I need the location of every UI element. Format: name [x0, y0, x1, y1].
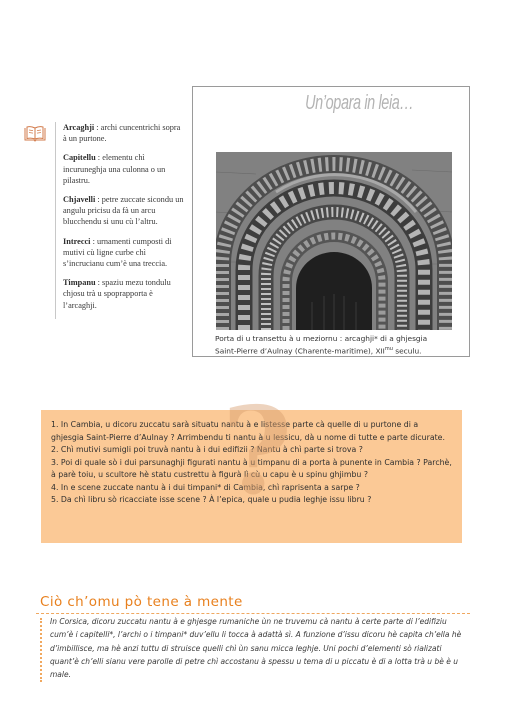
glossary-entry-chjavelli — [63, 194, 185, 228]
artwork-title: Un’opara in leia… — [304, 92, 413, 114]
glossary-entry-capitellu — [63, 152, 185, 186]
glossary-term: Capitellu — [63, 153, 96, 163]
glossary-definition: : elementu chì incuruneghja una culonna o un pilastru. — [63, 153, 166, 185]
glossary-sidebar — [55, 122, 185, 319]
caption-line-2-end: seculu. — [392, 346, 422, 356]
book-icon — [24, 126, 46, 142]
caption-line-2: Saint-Pierre d’Aulnay (Charente-maritime), XII — [215, 346, 385, 356]
photo-caption — [215, 333, 465, 356]
church-portal-photo — [216, 152, 452, 330]
glossary-entry-intrecci — [63, 236, 185, 270]
glossary-term: Chjavelli — [63, 195, 96, 205]
caption-line-1: Porta di u transettu à u meziornu : arcaghji* di a ghjesgia — [215, 334, 428, 343]
glossary-term: Intrecci — [63, 236, 91, 246]
question-1: 1. In Cambia, u dicoru zuccatu sarà situatu nantu à e listesse parte cà quelle di u purtone di a ghjesgia Saint-Pierre d’Aulnay ? Arrimbendu ti nantu à u lessicu, dà u nome di tutte e parte dicurate. — [51, 420, 445, 442]
caption-superscript: mu — [384, 346, 393, 352]
question-mark-icon: ? — [222, 381, 293, 522]
question-4: 4. In e scene zuccate nantu à i dui timpani* di Cambia, chì raprisenta a sarpe ? — [51, 482, 360, 492]
question-5: 5. Da chì libru sò ricacciate isse scene ? À l’epica, quale u pudia leghje issu libru ? — [51, 495, 372, 504]
remember-text: In Corsica, dicoru zuccatu nantu à e ghjesge rumaniche ùn ne truvemu cà nantu à certe parte di l’edifiziu cum’è i capitelli*, l’archi o i timpani* duv’ellu li tocca à adattà sì. A funzione d’issu dicoru hè capita ch’ella hè d’imbillisce, ma hè anzi tuttu di struisce quelli chì ùn sanu micca leghje. Uni pochi d’elementi sò rializati quant’è ch’elli sianu vere parolle di petre chì accostanu à spessu u tema di u piccatu è di a lotta trà u bè è u male. — [50, 617, 462, 680]
glossary-definition: : petre zuccate sicondu un angulu pricisu da fà un arcu blucchendu si unu cù l’altru. — [63, 195, 184, 227]
glossary-term: Timpanu — [63, 278, 96, 288]
glossary-definition: : spaziu mezu tondulu chjosu trà u spoprapporta è l’arcaghji. — [63, 278, 171, 310]
question-2: 2. Chì mutivi sumigli poi truvà nantu à i dui edifizii ? Nantu à chì parte si trova ? — [51, 445, 363, 454]
glossary-definition: : urnamenti cumposti di mutivi cù ligne curbe chì s’incrucianu cum’è una treccia. — [63, 236, 172, 269]
remember-dotted-margin — [40, 618, 42, 682]
remember-heading: Ciò ch’omu pò tene à mente — [40, 594, 243, 610]
glossary-entry-arcaghji — [63, 122, 185, 144]
glossary-term: Arcaghji — [63, 123, 95, 132]
question-3: 3. Poi di quale sò i dui parsunaghji figurati nantu à u timpanu di a porta à punente in Cambia ? Parchè, à parè toiu, u scultore hè statu custrettu à figurà lì cù u capu è u spinu ghjimbu ? — [51, 457, 452, 479]
glossary-definition: : archi cuncentrichi sopra à un purtone. — [63, 123, 181, 144]
remember-divider — [36, 613, 470, 614]
glossary-entry-timpanu — [63, 277, 185, 311]
